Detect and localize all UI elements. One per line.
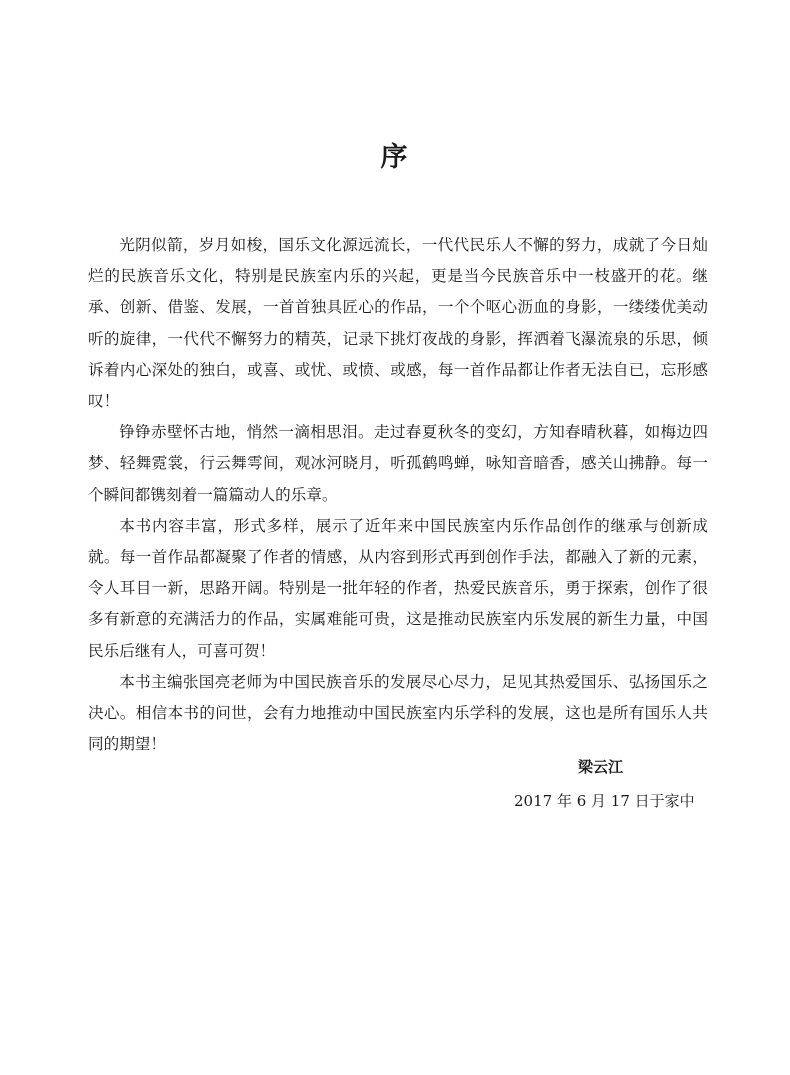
signature-date: 2017 年 6 月 17 日于家中 bbox=[514, 792, 695, 810]
preface-body bbox=[88, 230, 708, 760]
paragraph-2: 铮铮赤壁怀古地，悄然一滴相思泪。走过春夏秋冬的变幻，方知春晴秋暮，如梅边四梦、轻舞霓裳，行云舞雩间，观冰河晓月，听孤鹤鸣蝉，咏知音暗香，感关山拂静。每一个瞬间都镌刻着一篇篇动人的乐章。 bbox=[88, 423, 708, 504]
page-title: 序 bbox=[380, 142, 410, 173]
author-signature: 梁云江 bbox=[578, 758, 624, 776]
paragraph-1: 光阴似箭，岁月如梭，国乐文化源远流长，一代代民乐人不懈的努力，成就了今日灿烂的民族音乐文化，特别是民族室内乐的兴起，更是当今民族音乐中一枝盛开的花。继承、创新、借鉴、发展，一首首独具匠心的作品，一个个呕心沥血的身影，一缕缕优美动听的旋律，一代代不懈努力的精英，记录下挑灯夜战的身影，挥洒着飞瀑流泉的乐思，倾诉着内心深处的独白，或喜、或忧、或愤、或感，每一首作品都让作者无法自已，忘形感叹！ bbox=[88, 236, 708, 411]
paragraph-4: 本书主编张国亮老师为中国民族音乐的发展尽心尽力，足见其热爱国乐、弘扬国乐之决心。相信本书的问世，会有力地推动中国民族室内乐学科的发展，这也是所有国乐人共同的期望！ bbox=[88, 672, 708, 754]
paragraph-3: 本书内容丰富，形式多样，展示了近年来中国民族室内乐作品创作的继承与创新成就。每一首作品都凝聚了作者的情感，从内容到形式再到创作手法，都融入了新的元素，令人耳目一新，思路开阔。特别是一批年轻的作者，热爱民族音乐，勇于探索，创作了很多有新意的充满活力的作品，实属难能可贵，这是推动民族室内乐发展的新生力量，中国民乐后继有人，可喜可贺！ bbox=[88, 516, 708, 660]
